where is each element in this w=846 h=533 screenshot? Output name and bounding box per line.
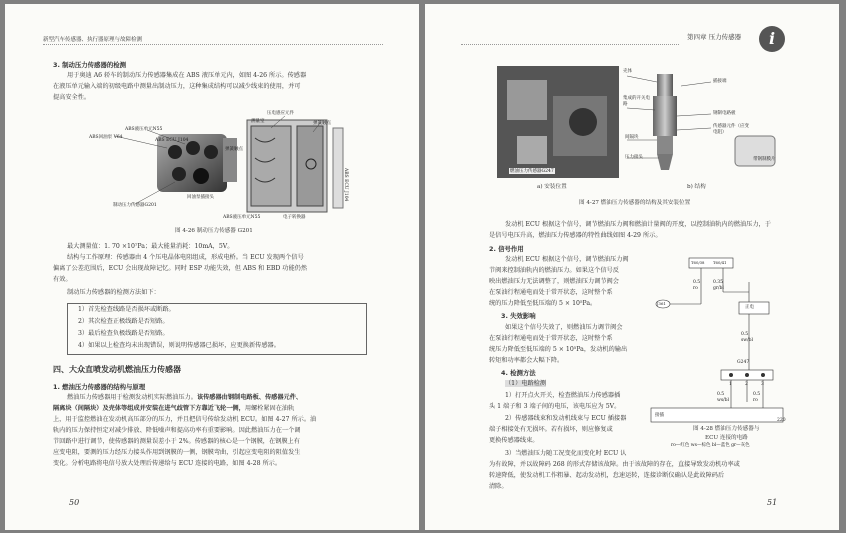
sec4-line: 3）当燃油压力随工况变化而变化时 ECU 认 (505, 450, 627, 457)
left-page-number: 50 (69, 498, 80, 507)
step-item: 1）首先检查线路是否损坏或断路。 (78, 306, 175, 313)
body-line: 节回路中进行调节，使传感器的测量误差小于 2%。传感器的核心是一个钢膜，在钢膜上有 (53, 438, 300, 445)
left-page (5, 4, 419, 530)
fig26-label: 回油泵插接头 (187, 195, 214, 200)
subsection-1-title: 1. 燃油压力传感器的结构与原理 (53, 383, 146, 391)
figure-4-27 (497, 66, 797, 216)
sec3-line: 统压力降低至低压端的 5 × 10⁵Pa，发动机的输出 (489, 346, 628, 353)
fig28-label: 3 (761, 382, 764, 387)
circuit-diagram (649, 252, 789, 432)
fig27-label: 钢制电路板 (713, 111, 736, 116)
sec4-line: 更换传感器线束。 (489, 437, 539, 444)
fig26-label: 制动压力传感器G201 (113, 203, 157, 208)
step-item: 4）如果以上检查均未出现错误，则说明传感器已损坏，应更换新传感器。 (78, 342, 280, 349)
intro-line: 用于奥迪 A6 轿车的制动压力传感器集成在 ABS 液压单元内，如图 4-26 所示。传感器 (67, 72, 307, 79)
fig28-label: ws/bl (717, 398, 729, 403)
fig27-caption: 图 4-27 燃油压力传感器的结构及其安装位置 (579, 200, 691, 206)
fig27-label: 燃油压力传感器G247 (510, 169, 554, 174)
header-dots (43, 44, 383, 47)
fig27-label: 间隔块 (625, 135, 639, 140)
sec4-line: 为有故障，并以故障码 268 的形式存储该故障。由于该故障的存在，直接导致发动机功率或 (489, 461, 740, 468)
intro-line: 在液压单元输入端的初级电路中测量出制动压力，这种集成结构可以减少线束的使用，并可 (53, 83, 301, 90)
fig28-label: 0.5 (753, 392, 761, 397)
fig28-label: 接插 (655, 413, 664, 418)
spec-line: 有效。 (53, 276, 72, 283)
fig28-label: 1 (729, 382, 732, 387)
header-dots (461, 44, 679, 47)
fig28-label: 正电 (745, 305, 754, 310)
fig26-label: 测量室 (251, 119, 265, 124)
fig28-label: ro (753, 398, 758, 403)
fig28-caption: ECU 连接的电路 (705, 435, 748, 441)
fig27-label: 壳体 (623, 69, 632, 74)
fig28-legend: ro—红色 ws—棕色 bl—蓝色 gr—灰色 (671, 443, 750, 448)
para1-line: 是信号电压升高，燃油压力传感器的特性曲线如图 4-29 所示。 (489, 232, 662, 239)
sec2-line: 统的压力降低至低压端的 5 × 10⁵Pa。 (489, 300, 597, 307)
fig27-sub-b: b) 结构 (687, 184, 706, 190)
sec2-line: 映出燃油压力无法调整了，则燃油压力调节阀会 (489, 278, 619, 285)
fig27-label: 传感器元件（应变电阻） (713, 124, 749, 135)
sec2-line: 在泵油行程通电而处于常开状态，这时整个系 (489, 289, 613, 296)
fig27-label: 压力接头 (625, 155, 643, 160)
fig28-label: 0.35 (713, 280, 724, 285)
subsection-circuit-check: （1）电路检测 (505, 380, 547, 387)
fuel-pressure-sensor-illustration (497, 66, 797, 196)
sec4-line: 1）打开点火开关，检查燃油压力传感器插 (505, 392, 621, 399)
fig26-label: 电子转换器 (283, 215, 306, 220)
fig28-label: J361 (657, 301, 666, 306)
fig28-caption: 图 4-28 燃油压力传感器与 (693, 426, 760, 432)
step-item: 2）其次检查正极线路是否短路。 (78, 318, 169, 325)
sec3-line: 转矩和功率都会大幅下降。 (489, 357, 564, 364)
fig26-label: 弹簧触点 (225, 147, 243, 152)
figure-4-26 (75, 108, 375, 234)
spec-line: 偏离了公差范围后，ECU 会出现故障记忆。同时 ESP 功能失效，但 ABS 和 EBD 功能仍然 (53, 265, 308, 272)
fig28-label: ro (693, 286, 698, 291)
section-3-title: 3. 失效影响 (501, 312, 536, 320)
sec2-line: 节阀来控制油轨内的燃油压力。如果这个信号反 (489, 267, 619, 274)
fig26-label: 弹簧触点 (313, 121, 331, 126)
fig26-label: ABS液压单元N55 (223, 215, 261, 220)
right-running-header: 第四章 压力传感器 (687, 33, 742, 41)
spec-line: 结构与工作原理：传感器由 4 个压电晶体电阻组成，形成电桥。当 ECU 发现两个信号 (67, 254, 304, 261)
section-4-title: 4. 检测方法 (501, 369, 536, 377)
fig27-label: 带钢制膜片 (753, 157, 776, 162)
left-running-header: 新型汽车传感器、执行器原理与故障检测 (43, 37, 143, 43)
spec-line: 最大测量值：1. 70 ×10⁷Pa；最大能量消耗：10mA，5V。 (67, 243, 234, 250)
section-4-title: 四、大众直喷发动机燃油压力传感器 (53, 365, 181, 374)
section-3-title: 3. 制动压力传感器的检测 (53, 61, 127, 69)
sec2-line: 发动机 ECU 根据这个信号，调节燃油压力阀 (505, 256, 629, 263)
para1-line: 发动机 ECU 根据这个信号，调节燃油压力阀和燃油计量阀的开度，以控制油轨内的燃油压力，于 (505, 221, 771, 228)
sec4-line: 2）传感器线束和发动机线束与 ECU 插接器 (505, 415, 627, 422)
figure-4-28 (649, 252, 789, 448)
fig28-label: T60/38 (691, 260, 705, 265)
fig28-label: G247 (737, 360, 750, 365)
sec4-line: 清除。 (489, 483, 508, 490)
body-line: 隔离块（间隔块）及壳体等组成并安装在进气歧管下方靠近飞轮一侧，用螺栓紧固在油轨 (53, 405, 295, 412)
body-line: 应变电阻，要测的压力经压力接头作用到钢膜的一侧，钢膜弯曲，引起应变电阻的阻值发生 (53, 449, 301, 456)
fig28-label: 2 (745, 382, 748, 387)
steps-box (67, 303, 367, 355)
fig26-label: 压电感应元件 (267, 111, 294, 116)
right-page (425, 4, 839, 530)
fig28-label: 0.5 (693, 280, 701, 285)
fig27-label: 插接端 (713, 79, 727, 84)
sec4-line: 端子相接处有无损坏。若有损坏，则应修复或 (489, 426, 613, 433)
spec-line: 制动压力传感器的检测方法如下： (67, 289, 160, 296)
right-page-number: 51 (767, 498, 778, 507)
body-line: 上，用于监控燃油在发动机高压部分的压力，并且把信号传给发动机 ECU。如图 4-27 所示。油 (53, 416, 317, 423)
fig26-caption: 图 4-26 制动压力传感器 G201 (175, 228, 253, 234)
body-line: 变化。分析电路将电信号放大处理后传递给与 ECU 连接的电路，如图 4-28 所示。 (53, 460, 282, 467)
sec4-line: 转速降低，使发动机工作粗暴、起动发动机，怠速运转，连接诊断仪确认是此故障码后 (489, 472, 725, 479)
fig26-label: ABS ECU J104 (155, 138, 189, 143)
fig28-label: 220 (777, 418, 786, 423)
fig28-label: 0.5 (717, 392, 725, 397)
fig27-label: 集成的开关电路 (623, 96, 650, 107)
step-item: 3）最后检查负极线路是否短路。 (78, 330, 169, 337)
sec4-line: 头 1 端子和 3 端子间的电压，该电压应为 5V。 (489, 403, 621, 410)
sec3-line: 如果这个信号失效了，则燃油压力调节阀会 (505, 324, 623, 331)
fig28-label: gr/bl (713, 286, 724, 291)
fig26-label: ABS ECU J104 (343, 168, 348, 202)
fig28-label: sw/bl (741, 338, 753, 343)
fig28-label: 0.5 (741, 332, 749, 337)
section-2-title: 2. 信号作用 (489, 245, 524, 253)
chapter-badge-icon: i (759, 26, 785, 52)
intro-line: 提高安全性。 (53, 94, 91, 101)
fig27-sub-a: a) 安装位置 (537, 184, 567, 190)
fig26-label: ABS回油泵 V64 (89, 135, 123, 140)
body-line: 轨内的压力保持恒定对减少排放、降低噪声和提高功率有重要影响。因此燃油压力在一个调 (53, 427, 301, 434)
fig28-label: T60/41 (713, 260, 727, 265)
body-line: 燃油压力传感器用于检测发动机实际燃油压力。该传感器由钢制电路板、传感器元件、 (67, 394, 303, 401)
fig26-label: ABS液压单元N55 (125, 127, 163, 132)
sec3-line: 在泵油行程通电而处于常开状态，这时整个系 (489, 335, 613, 342)
